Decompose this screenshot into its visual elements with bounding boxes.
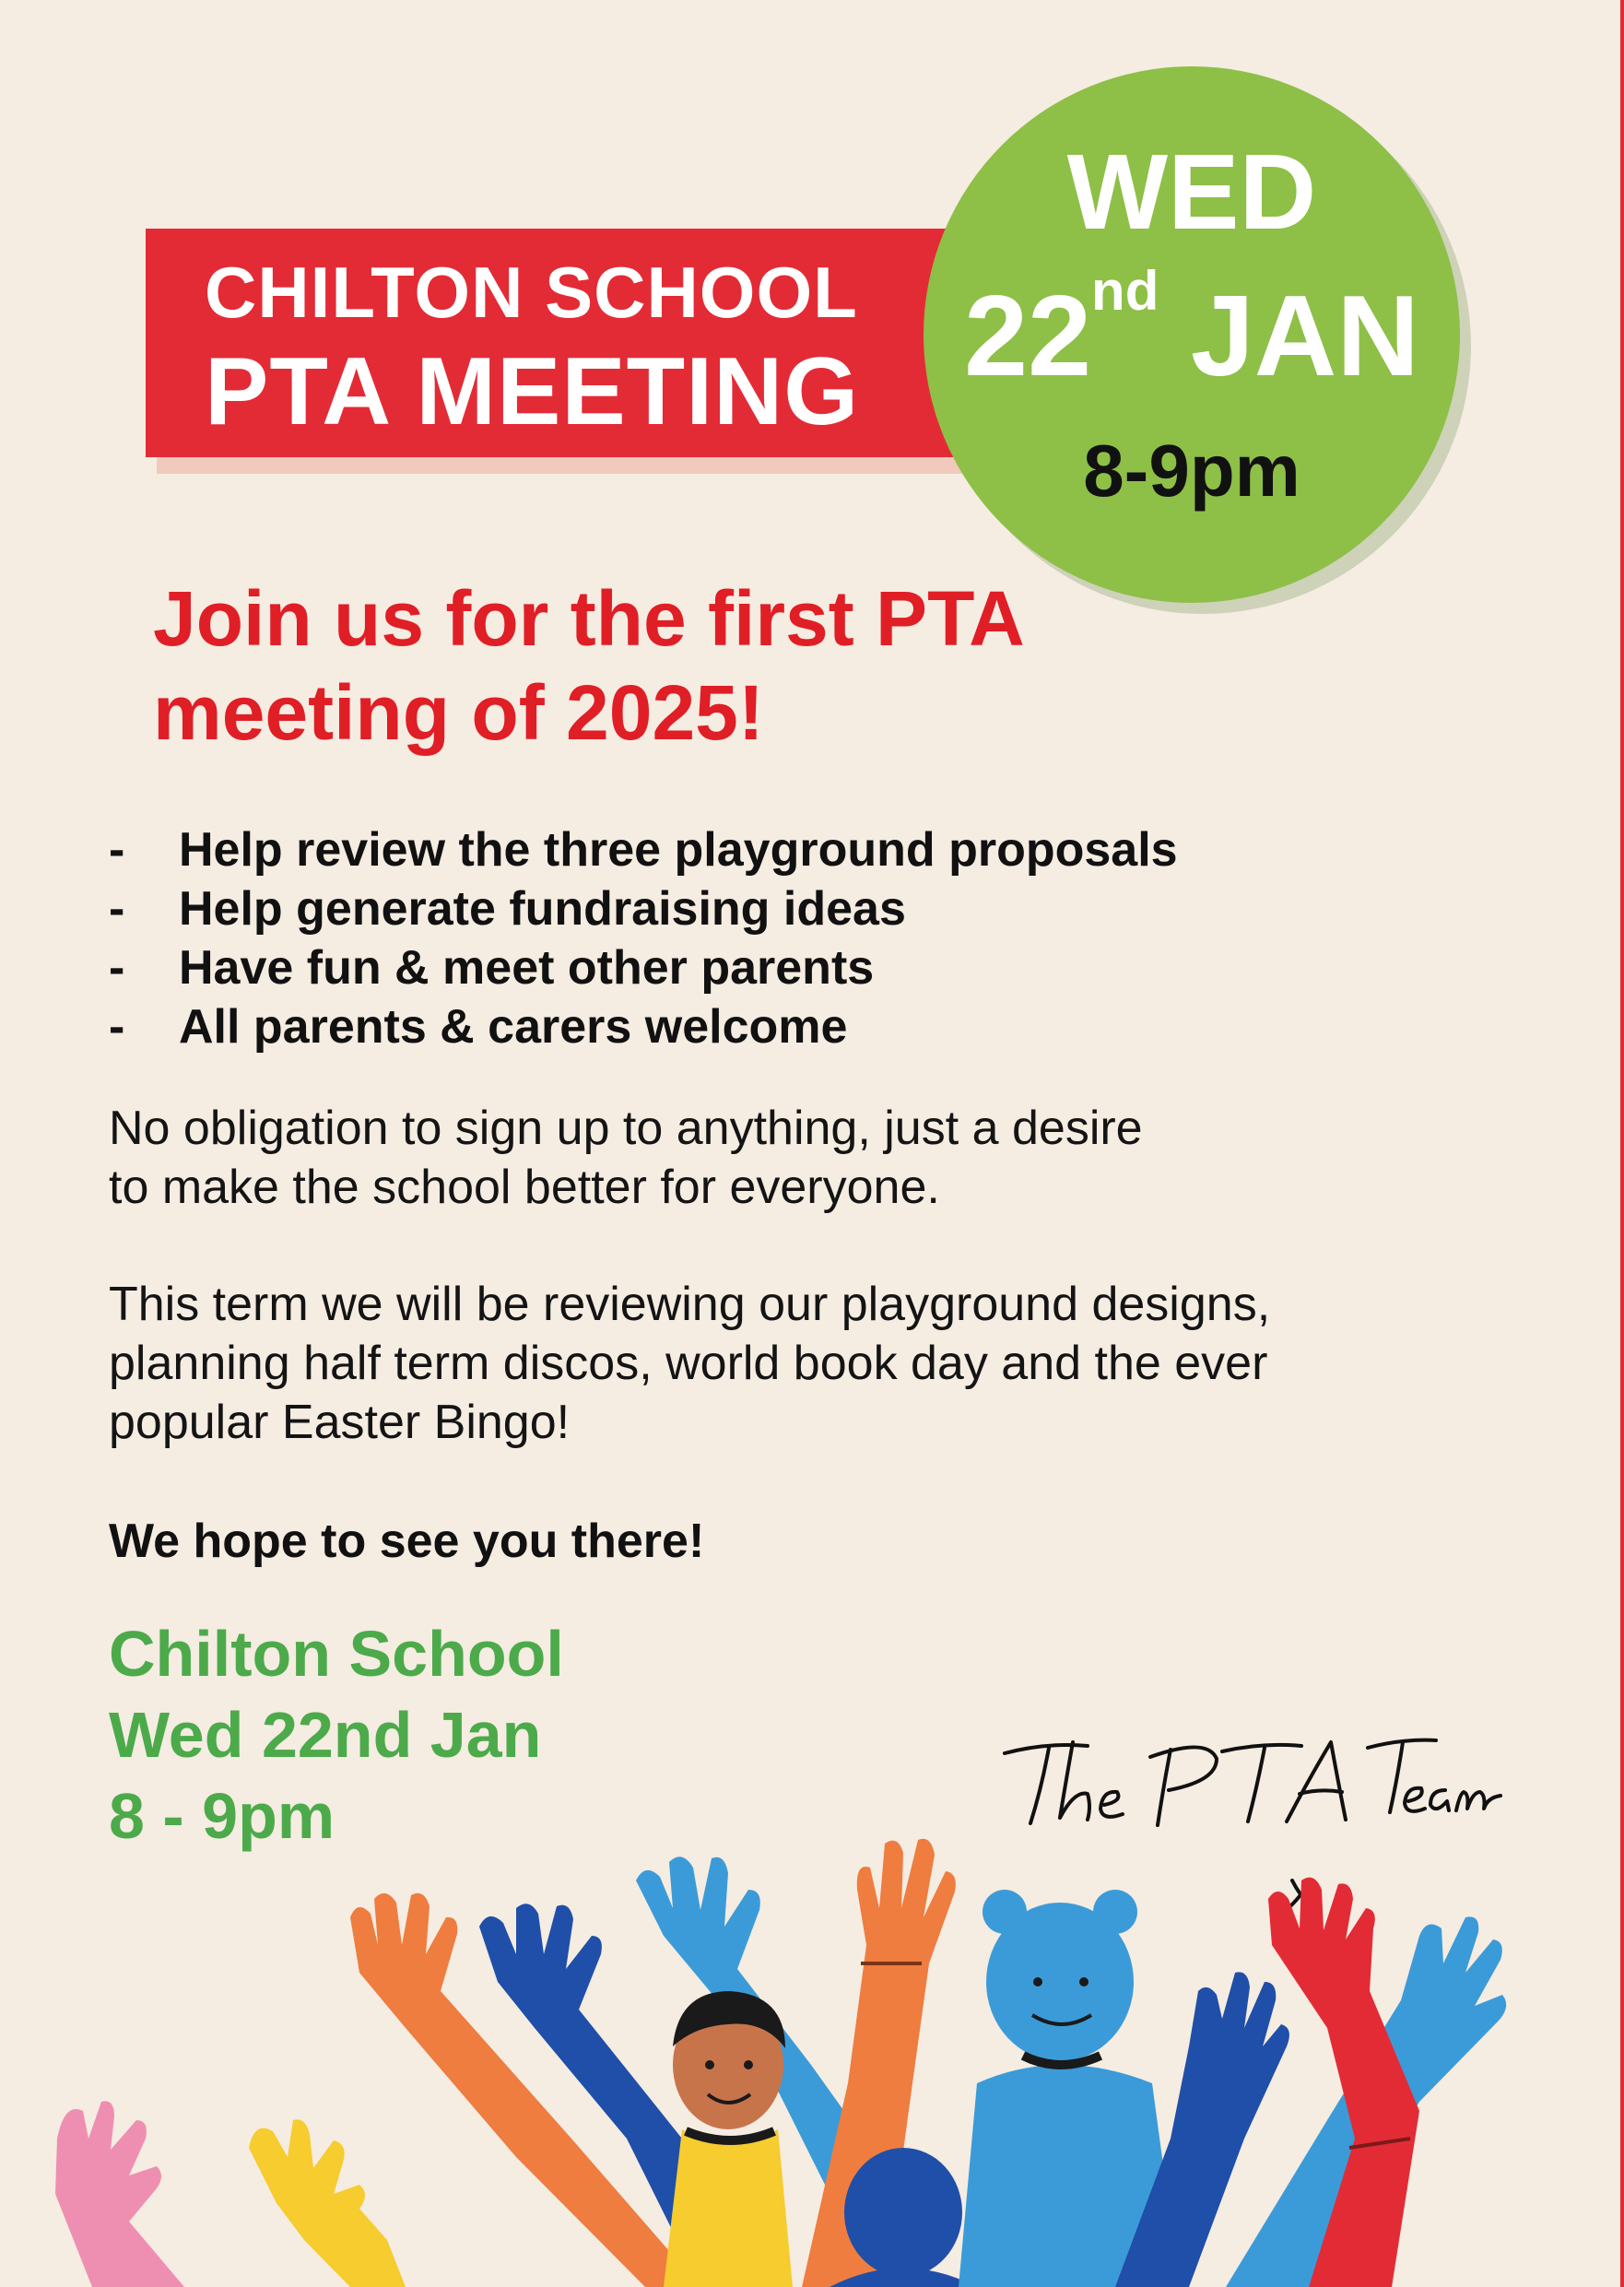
event-date: Wed 22nd Jan xyxy=(109,1699,542,1771)
paragraph-line: planning half term discos, world book day and the ever xyxy=(109,1337,1268,1390)
pink-hand-icon xyxy=(55,2101,184,2287)
paragraph-this-term xyxy=(109,1275,1399,1452)
headline-line-1: Join us for the first PTA xyxy=(153,575,1025,662)
yellow-hand-icon xyxy=(249,2119,406,2287)
bullet-dash: - xyxy=(109,941,125,995)
date-badge-time: 8-9pm xyxy=(1083,430,1300,512)
bullet-dash: - xyxy=(109,1000,125,1054)
list-item xyxy=(109,820,1178,879)
list-item xyxy=(109,997,1178,1056)
raised-hands-illustration xyxy=(0,1807,1624,2287)
date-badge-date-suffix: nd xyxy=(1091,260,1159,322)
list-item-text: Have fun & meet other parents xyxy=(179,941,875,995)
date-badge-date xyxy=(924,260,1460,400)
banner-meeting-title: PTA MEETING xyxy=(205,338,860,445)
headline xyxy=(153,572,1167,760)
paragraph-line: popular Easter Bingo! xyxy=(109,1396,571,1449)
list-item xyxy=(109,879,1178,938)
paragraph-line: No obligation to sign up to anything, just a desire xyxy=(109,1102,1143,1155)
banner-school-name: CHILTON SCHOOL xyxy=(205,252,858,333)
date-badge-month: JAN xyxy=(1190,273,1419,400)
person-face-icon xyxy=(664,1991,793,2287)
list-item xyxy=(109,938,1178,997)
event-place: Chilton School xyxy=(109,1618,564,1690)
headline-line-2: meeting of 2025! xyxy=(153,669,764,756)
paragraph-line: to make the school better for everyone. xyxy=(109,1161,940,1214)
bullet-dash: - xyxy=(109,823,125,877)
date-badge-date-number: 22 xyxy=(964,273,1092,400)
paragraph-obligation xyxy=(109,1099,1399,1217)
list-item-text: Help generate fundraising ideas xyxy=(179,882,906,936)
list-item-text: Help review the three playground proposals xyxy=(179,823,1178,877)
paragraph-line: This term we will be reviewing our playground designs, xyxy=(109,1278,1271,1331)
event-time: 8 - 9pm xyxy=(109,1780,335,1852)
agenda-list xyxy=(109,820,1178,1056)
list-item-text: All parents & carers welcome xyxy=(179,1000,848,1054)
bullet-dash: - xyxy=(109,882,125,936)
closing-line: We hope to see you there! xyxy=(109,1515,705,1568)
date-badge-day: WED xyxy=(1066,132,1317,252)
